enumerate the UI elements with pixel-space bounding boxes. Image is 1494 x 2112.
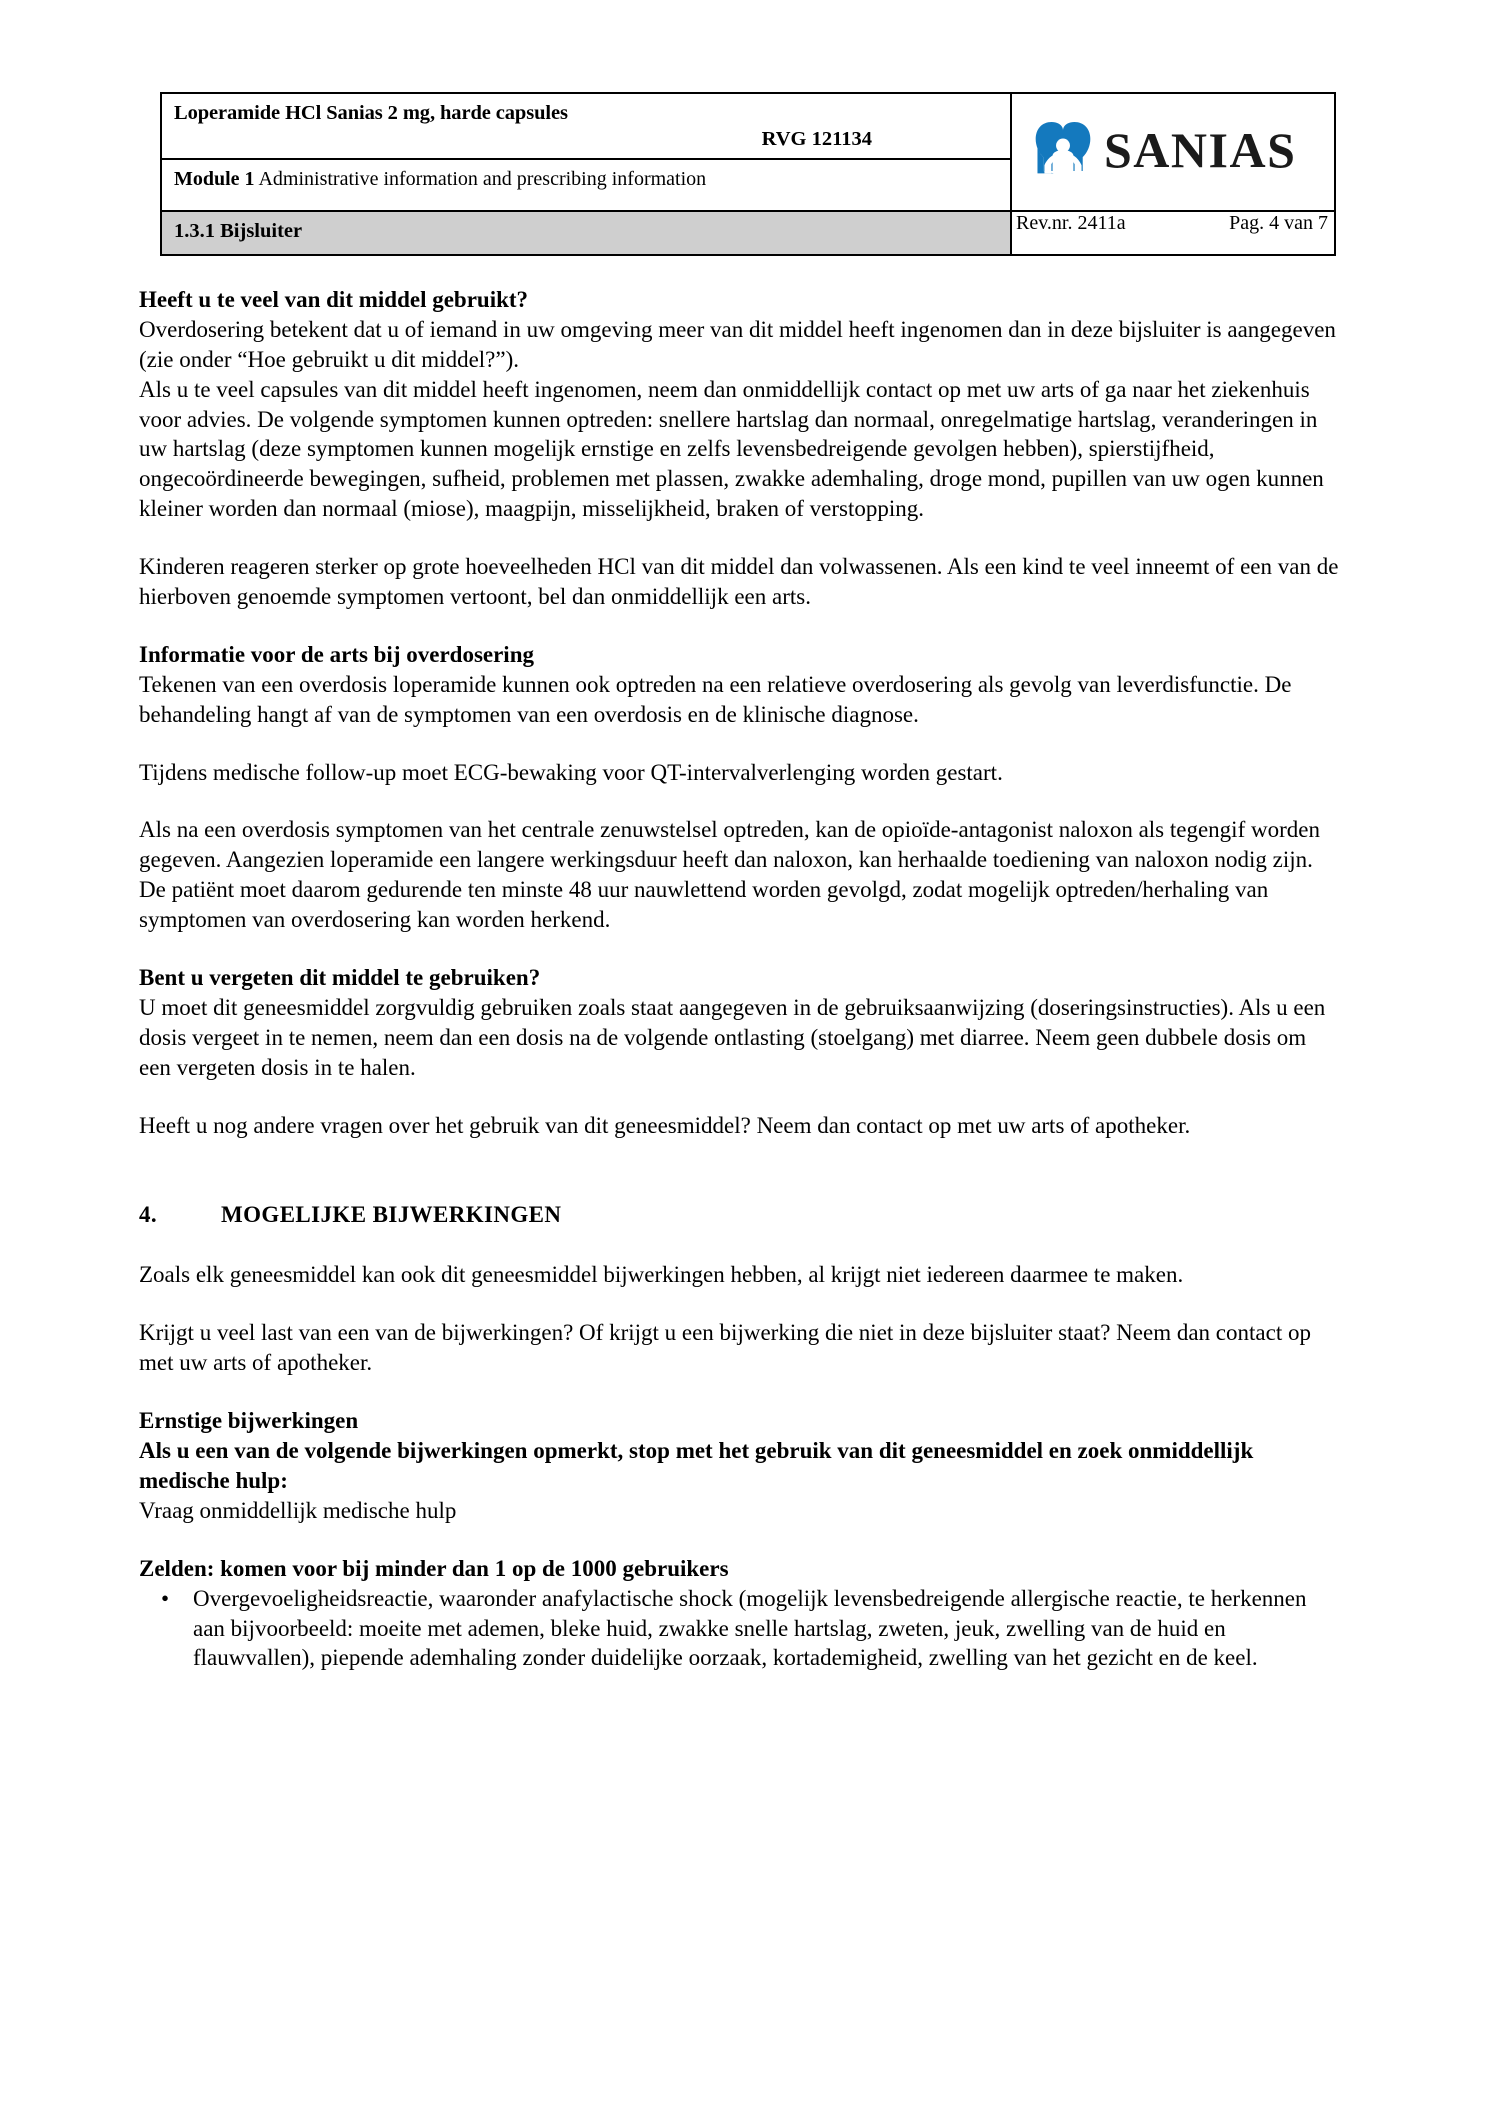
header-cell-section	[161, 211, 1011, 255]
paragraph-report-side-effects: Krijgt u veel last van een van de bijwerkingen? Of krijgt u een bijwerking die niet in deze bijsluiter staat? Neem dan contact op met uw arts of apotheker.	[139, 1320, 1311, 1376]
module-label: Module 1	[174, 168, 255, 190]
heading-doctor-info: Informatie voor de arts bij overdosering	[139, 641, 534, 667]
spacer	[139, 612, 1343, 640]
list-item-text: Overgevoeligheidsreactie, waaronder anafylactische shock (mogelijk levensbedreigende allergische reactie, te herkennen aan bijvoorbeeld: moeite met ademen, bleke huid, zwakke snelle hartslag, zweten, jeuk, zwelling van de huid en flauwvallen), piepende ademhaling zonder duidelijke oorzaak, kortademigheid, zwelling van het gezicht en de keel.	[193, 1585, 1307, 1671]
heading-forgotten-dose: Bent u vergeten dit middel te gebruiken?	[139, 965, 541, 991]
section-4-title: MOGELIJKE BIJWERKINGEN	[221, 1202, 562, 1228]
section-4-number: 4.	[139, 1202, 158, 1228]
module-description: Administrative information and prescribing information	[258, 168, 707, 190]
module-text-line	[174, 167, 1000, 192]
sanias-wordmark: SANIAS	[1104, 122, 1297, 178]
spacer	[139, 935, 1343, 963]
header-cell-module	[161, 159, 1011, 211]
header-cell-meta	[1011, 211, 1335, 255]
page-number: Pag. 4 van 7	[1229, 212, 1328, 234]
document-body	[139, 285, 1343, 1673]
spacer	[139, 730, 1343, 758]
paragraph-naloxon: Als na een overdosis symptomen van het centrale zenuwstelsel optreden, kan de opioïde-antagonist naloxon als tegengif worden gegeven. Aangezien loperamide een langere werkingsduur heeft dan naloxon, kan herhaalde toediening van naloxon nodig zijn. De patiënt moet daarom gedurende ten minste 48 uur nauwlettend worden gevolgd, zodat mogelijk optreden/herhaling van symptomen van overdosering kan worden herkend.	[139, 817, 1320, 933]
paragraph-doctor-signs: Tekenen van een overdosis loperamide kunnen ook optreden na een relatieve overdosering als gevolg van leverdisfunctie. De behandeling hangt af van de symptomen van een overdosis en de klinische diagnose.	[139, 671, 1292, 727]
rvg-number: RVG 121134	[761, 128, 872, 150]
header-cell-product	[161, 93, 1011, 159]
spacer	[139, 1526, 1343, 1554]
paragraph-overdose-definition: Overdosering betekent dat u of iemand in uw omgeving meer van dit middel heeft ingenomen dan in deze bijsluiter is aangegeven (zie onder “Hoe gebruikt u dit middel?”).	[139, 316, 1336, 372]
sanias-heart-figure-icon	[1034, 120, 1092, 178]
document-header-table	[160, 92, 1336, 256]
product-title: Loperamide HCl Sanias 2 mg, harde capsules	[174, 102, 568, 124]
paragraph-seek-help: Vraag onmiddellijk medische hulp	[139, 1497, 457, 1523]
bullet-icon: •	[161, 1585, 170, 1611]
spacer	[139, 1140, 1343, 1202]
sanias-logo	[1012, 94, 1334, 206]
heading-rare-frequency: Zelden: komen voor bij minder dan 1 op de 1000 gebruikers	[139, 1555, 729, 1581]
spacer	[139, 1228, 1343, 1260]
header-row-section	[161, 211, 1335, 255]
list-item	[139, 1584, 1343, 1674]
spacer	[139, 1378, 1343, 1406]
paragraph-ecg-monitoring: Tijdens medische follow-up moet ECG-bewaking voor QT-intervalverlenging worden gestart.	[139, 759, 1003, 785]
rare-side-effects-list	[139, 1584, 1343, 1674]
paragraph-side-effects-intro: Zoals elk geneesmiddel kan ook dit geneesmiddel bijwerkingen hebben, al krijgt niet iedereen daarmee te maken.	[139, 1262, 1184, 1288]
paragraph-children: Kinderen reageren sterker op grote hoeveelheden HCl van dit middel dan volwassenen. Als een kind te veel inneemt of een van de hierboven genoemde symptomen vertoont, bel dan onmiddellijk een arts.	[139, 554, 1339, 610]
heading-overdose: Heeft u te veel van dit middel gebruikt?	[139, 287, 529, 312]
paragraph-overdose-symptoms: Als u te veel capsules van dit middel heeft ingenomen, neem dan onmiddellijk contact op met uw arts of ga naar het ziekenhuis voor advies. De volgende symptomen kunnen optreden: snellere hartslag dan normaal, onregelmatige hartslag, veranderingen in uw hartslag (deze symptomen kunnen mogelijk ernstige en zelfs levensbedreigende gevolgen hebben), spierstijfheid, ongecoördineerde bewegingen, sufheid, problemen met plassen, zwakke ademhaling, droge mond, pupillen van uw ogen kunnen kleiner worden dan normaal (miose), maagpijn, misselijkheid, braken of verstopping.	[139, 376, 1324, 522]
paragraph-forgotten-dose: U moet dit geneesmiddel zorgvuldig gebruiken zoals staat aangegeven in de gebruiksaanwijzing (doseringsinstructies). Als u een dosis vergeet in te nemen, neem dan een dosis na de volgende ontlasting (stoelgang) met diarree. Neem geen dubbele dosis om een vergeten dosis in te halen.	[139, 994, 1326, 1080]
revision-number: Rev.nr. 2411a	[1016, 212, 1126, 234]
section-label: 1.3.1 Bijsluiter	[174, 220, 303, 242]
spacer	[139, 787, 1343, 815]
heading-section-4	[139, 1202, 1343, 1228]
heading-serious-side-effects: Ernstige bijwerkingen	[139, 1408, 359, 1434]
spacer	[139, 1083, 1343, 1111]
heading-serious-warning: Als u een van de volgende bijwerkingen opmerkt, stop met het gebruik van dit geneesmiddel en zoek onmiddellijk medische hulp:	[139, 1438, 1254, 1493]
header-row-title	[161, 93, 1335, 159]
paragraph-other-questions: Heeft u nog andere vragen over het gebruik van dit geneesmiddel? Neem dan contact op met uw arts of apotheker.	[139, 1112, 1191, 1138]
header-cell-logo	[1011, 93, 1335, 211]
spacer	[139, 524, 1343, 552]
spacer	[139, 1290, 1343, 1318]
